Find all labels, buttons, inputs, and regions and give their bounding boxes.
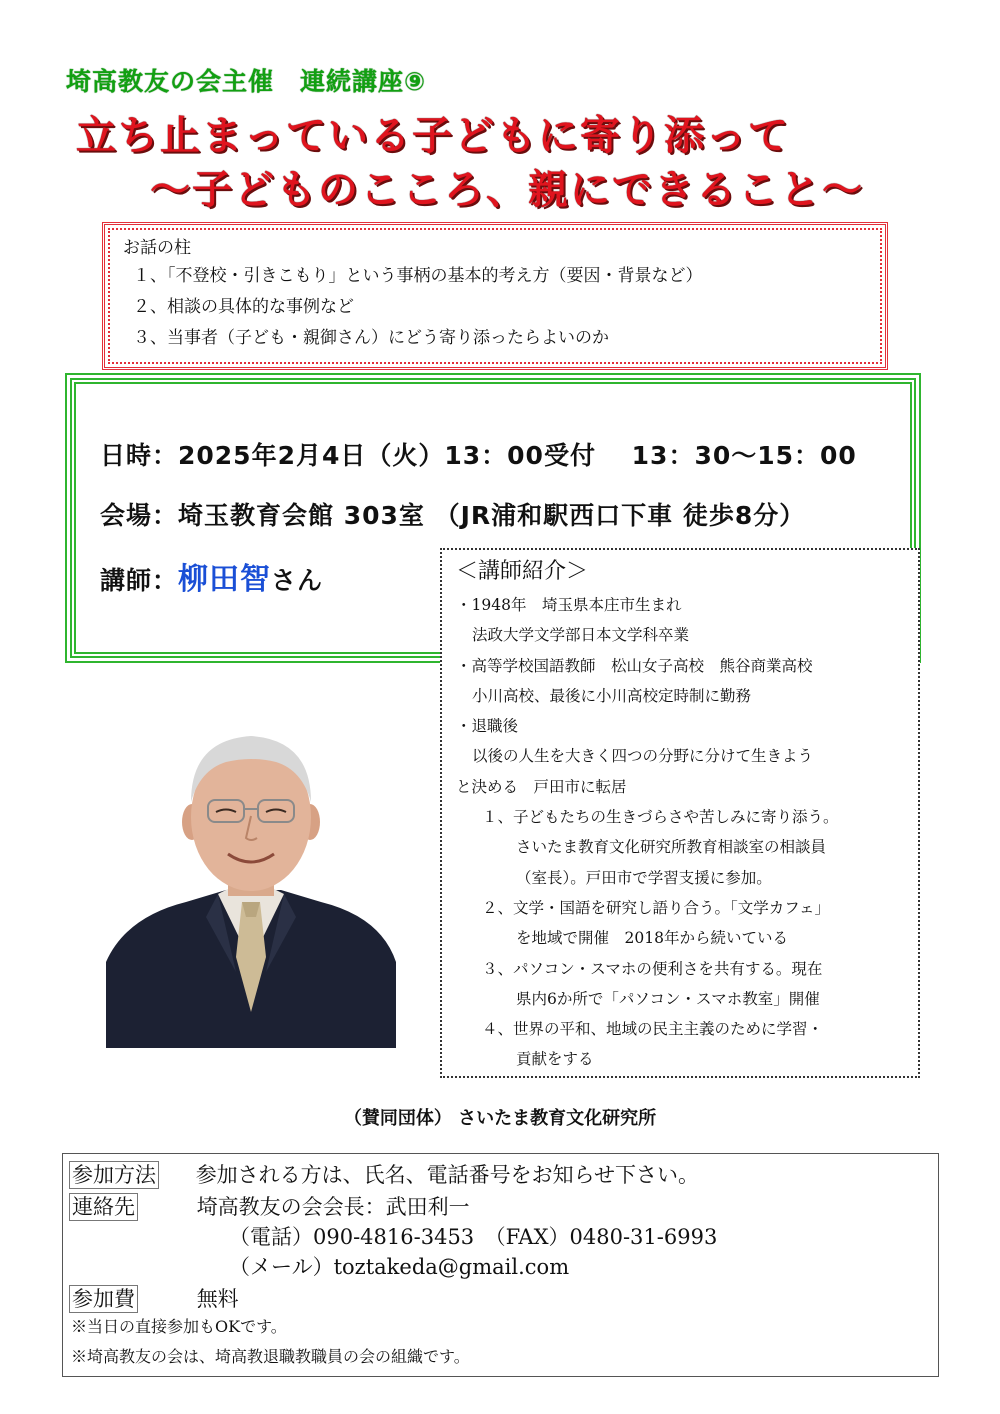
contact-box <box>62 1153 939 1377</box>
method-row <box>69 1159 699 1189</box>
event-venue: 会場：埼玉教育会館 303室 （JR浦和駅西口下車 徒歩8分） <box>100 501 806 530</box>
profile-line: ・1948年 埼玉県本庄市生まれ <box>456 596 682 614</box>
fee-label: 参加費 <box>69 1285 138 1313</box>
sub-title: 〜子どものこころ、親にできること〜 <box>150 167 864 213</box>
contact-mail: （メール）toztakeda@gmail.com <box>229 1255 570 1279</box>
profile-line: さいたま教育文化研究所教育相談室の相談員 <box>516 838 827 857</box>
lecturer-photo <box>106 712 396 1048</box>
lecturer-name: 柳田智 <box>178 562 272 597</box>
contact-label: 連絡先 <box>69 1193 138 1221</box>
profile-line: 小川高校、最後に小川高校定時制に勤務 <box>472 686 752 705</box>
profile-lines <box>456 590 910 1075</box>
profile-line: ・高等学校国語教師 松山女子高校 熊谷商業高校 <box>456 656 813 675</box>
sponsor-line: （賛同団体） さいたま教育文化研究所 <box>343 1108 657 1129</box>
contact-phone: （電話）090-4816-3453 （FAX）0480-31-6993 <box>229 1225 718 1249</box>
contact-text: 埼高教友の会会長：武田利一 <box>196 1195 470 1219</box>
profile-line: 貢献をする <box>516 1050 594 1069</box>
profile-line: １、子どもたちの生きづらさや苦しみに寄り添う。 <box>482 808 839 827</box>
fee-text: 無料 <box>196 1287 239 1311</box>
profile-heading: ＜講師紹介＞ <box>456 559 589 584</box>
lecturer-profile-box <box>440 548 920 1078</box>
topics-heading: お話の柱 <box>123 238 191 258</box>
profile-line: を地域で開催 2018年から続いている <box>516 929 788 948</box>
profile-line: ２、文学・国語を研究し語り合う。「文学カフェ」 <box>482 898 830 917</box>
topic-item-1: １、「不登校・引きこもり」という事柄の基本的考え方（要因・背景など） <box>133 266 703 286</box>
fee-row <box>69 1283 239 1313</box>
main-title: 立ち止まっている子どもに寄り添って <box>76 113 790 159</box>
profile-line: ３、パソコン・スマホの便利さを共有する。現在 <box>482 959 823 978</box>
lecturer-label: 講師： <box>100 566 179 595</box>
profile-line: ・退職後 <box>456 717 519 736</box>
topic-item-3: ３、当事者（子ども・親御さん）にどう寄り添ったらよいのか <box>133 328 609 348</box>
profile-line: ４、世界の平和、地域の民主主義のために学習・ <box>482 1020 824 1039</box>
note-direct: ※当日の直接参加もOKです。 <box>71 1317 287 1336</box>
topics-box <box>102 222 888 370</box>
event-datetime: 日時：2025年2月4日（火）13：00受付 13：30〜15：00 <box>100 441 857 470</box>
profile-line: （室長）。戸田市で学習支援に参加。 <box>516 868 772 887</box>
profile-line: 県内6か所で「パソコン・スマホ教室」開催 <box>516 989 820 1008</box>
topic-item-2: ２、相談の具体的な事例など <box>133 297 354 317</box>
lecturer-suffix: さん <box>271 566 324 595</box>
profile-line: と決める 戸田市に転居 <box>456 777 627 796</box>
profile-line: 法政大学文学部日本文学科卒業 <box>472 626 690 645</box>
series-title: 埼高教友の会主催 連続講座⑨ <box>66 67 427 96</box>
method-label: 参加方法 <box>69 1161 159 1189</box>
method-text: 参加される方は、氏名、電話番号をお知らせ下さい。 <box>195 1163 700 1187</box>
event-lecturer <box>100 554 323 598</box>
contact-row <box>69 1191 470 1221</box>
note-organization: ※埼高教友の会は、埼高教退職教職員の会の組織です。 <box>71 1347 470 1366</box>
profile-line: 以後の人生を大きく四つの分野に分けて生きよう <box>472 747 814 766</box>
